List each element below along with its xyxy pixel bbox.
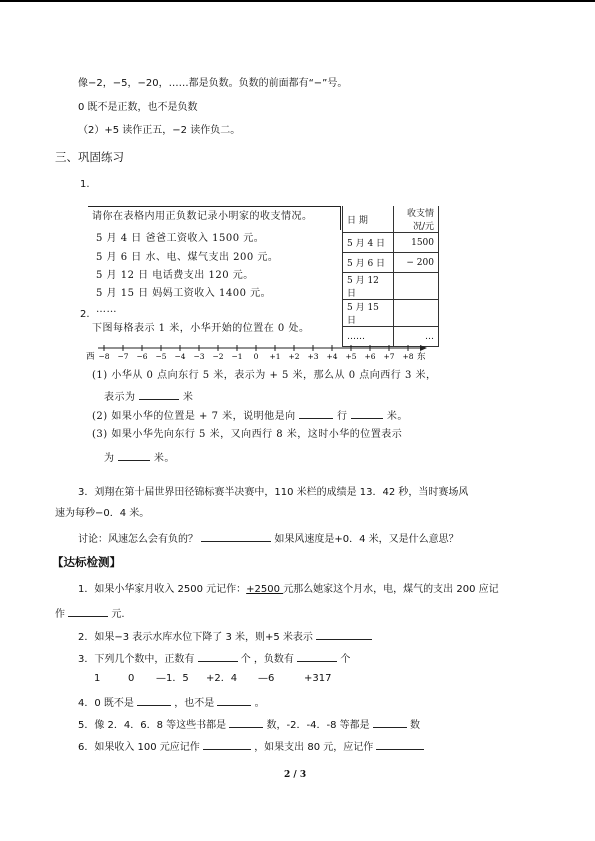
assessment-q1-line2-pre: 作 <box>55 609 65 620</box>
number-line-tick-label: −4 <box>174 352 186 361</box>
q1-item-2: 5 月 6 日 水、电、煤气支出 200 元。 <box>96 252 279 263</box>
q2-part1-line1: (1) 小华从 0 点向东行 5 米，表示为 + 5 米，那么从 0 点向西行 3 米， <box>92 370 437 381</box>
assessment-q1-line1 <box>78 583 499 597</box>
table-header-row <box>343 206 439 233</box>
number-line-tick-label: +5 <box>345 352 357 361</box>
assessment-q5 <box>78 716 420 733</box>
q1-item-1: 5 月 4 日 爸爸工资收入 1500 元。 <box>96 233 265 244</box>
assessment-q1-line2-post: 元. <box>111 609 125 620</box>
assessment-q6-mid: ，如果支出 80 元，应记作 <box>254 742 374 753</box>
assessment-title: 【达标检测】 <box>52 555 121 569</box>
table-row <box>343 253 439 273</box>
q2-part3-line2 <box>104 449 175 466</box>
assessment-q1-line2 <box>55 605 125 622</box>
q2-part3-blank[interactable] <box>118 449 150 461</box>
number-item: —6 <box>258 673 275 684</box>
table-row <box>343 273 439 300</box>
assessment-q2 <box>78 628 372 645</box>
number-item: 1 <box>94 673 101 684</box>
intro-line-1: 像−2，−5，−20，……都是负数。负数的前面都有“−”号。 <box>78 78 348 89</box>
assessment-q3-negative-blank[interactable] <box>297 650 337 662</box>
table-cell-amount: − 200 <box>394 253 439 273</box>
income-expense-table <box>342 206 439 347</box>
assessment-q4-blank-2[interactable] <box>217 694 251 706</box>
table-row <box>343 233 439 253</box>
assessment-q3-text: 3．下列几个数中，正数有 <box>78 654 195 665</box>
number-line-tick-label: −2 <box>212 352 224 361</box>
assessment-q2-text: 2．如果−3 表示水库水位下降了 3 米，则+5 米表示 <box>78 632 313 643</box>
assessment-q1-text-cont: 元那么她家这个月水，电，煤气的支出 200 应记 <box>283 584 499 595</box>
assessment-q5-blank-1[interactable] <box>229 716 263 728</box>
number-item: +2．4 <box>206 673 238 684</box>
number-line-tick-label: +2 <box>288 352 300 361</box>
q2-part2-text: (2) 如果小华的位置是 + 7 米，说明他是向 <box>92 411 296 422</box>
assessment-q6-blank-1[interactable] <box>203 738 251 750</box>
table-cell-date: …… <box>343 327 394 347</box>
assessment-q1-text: 1．如果小华家月收入 2500 元记作： <box>78 584 247 595</box>
table-header-date: 日 期 <box>343 206 394 233</box>
assessment-q4-mid: ，也不是 <box>174 698 215 709</box>
assessment-q6-blank-2[interactable] <box>376 738 424 750</box>
assessment-q6 <box>78 738 424 755</box>
number-line-arrow <box>420 345 427 351</box>
assessment-q1-underlined: +2500 <box>246 584 284 595</box>
assessment-q4-text: 4．0 既不是 <box>78 698 134 709</box>
q2-part2 <box>92 407 408 424</box>
assessment-q3-positive-blank[interactable] <box>198 650 238 662</box>
number-line-tick-label: +3 <box>307 352 319 361</box>
q2-part1-line2 <box>104 388 193 405</box>
assessment-q6-text: 6．如果收入 100 元应记作 <box>78 742 200 753</box>
table-cell-date: 5 月 6 日 <box>343 253 394 273</box>
q2-part1-unit: 米 <box>182 392 194 403</box>
q1-item-3: 5 月 12 日 电话费支出 120 元。 <box>96 270 254 281</box>
assessment-q4 <box>78 694 265 711</box>
section-title-practice: 三、巩固练习 <box>55 150 124 164</box>
number-line-tick-label: +6 <box>364 352 376 361</box>
number-line-tick-label: +4 <box>326 352 338 361</box>
q2-part3-label: 为 <box>104 453 115 464</box>
q1-item-5: …… <box>96 304 117 315</box>
table-cell-amount <box>394 300 439 327</box>
number-line-tick-label: 0 <box>253 352 259 361</box>
q2-prompt: 下图每格表示 1 米，小华开始的位置在 0 处。 <box>92 323 310 334</box>
assessment-q5-post: 数 <box>410 720 421 731</box>
assessment-q3-mid: 个 ，负数有 <box>240 654 294 665</box>
q1-number: 1. <box>80 179 90 190</box>
intro-line-2: 0 既不是正数，也不是负数 <box>78 102 198 113</box>
q1-box-top-rule <box>88 206 340 207</box>
q1-box-side-rule <box>340 206 341 230</box>
table-header-amount: 收支情况/元 <box>394 206 439 233</box>
table-cell-amount: … <box>394 327 439 347</box>
assessment-q3 <box>78 650 350 667</box>
assessment-q5-mid: 数，-2．-4．-8 等都是 <box>266 720 370 731</box>
q1-item-4: 5 月 15 日 妈妈工资收入 1400 元。 <box>96 288 272 299</box>
table-cell-date: 5 月 4 日 <box>343 233 394 253</box>
q3-discussion <box>78 530 459 547</box>
number-line-west-label: 西 <box>86 352 95 362</box>
number-line-tick-label: −5 <box>155 352 167 361</box>
assessment-q4-blank-1[interactable] <box>137 694 171 706</box>
page-number: 2 / 3 <box>284 770 307 780</box>
number-line-tick-label: −6 <box>136 352 148 361</box>
table-cell-amount: 1500 <box>394 233 439 253</box>
q2-part1-blank[interactable] <box>139 388 179 400</box>
q2-part2-end: 米。 <box>386 411 408 422</box>
number-line-tick-label: −8 <box>98 352 110 361</box>
q3-discussion-question: 讨论：风速怎么会有负的？ <box>78 534 198 545</box>
table-cell-date: 5 月 15 日 <box>343 300 394 327</box>
intro-line-3: （2）+5 读作正五，−2 读作负二。 <box>78 125 241 136</box>
q2-part3-unit: 米。 <box>153 453 175 464</box>
number-line-tick-label: −7 <box>117 352 129 361</box>
q3-discussion-followup: 如果风速度是+0．4 米，又是什么意思？ <box>274 534 459 545</box>
q2-part3-line1: (3) 如果小华先向东行 5 米，又向西行 8 米，这时小华的位置表示 <box>92 429 403 440</box>
number-item: 0 <box>128 673 135 684</box>
number-item: —1．5 <box>156 673 189 684</box>
q3-line-1: 3．刘翔在第十届世界田径锦标赛半决赛中，110 米栏的成绩是 13．42 秒，当时赛场风 <box>78 487 469 498</box>
assessment-q2-blank[interactable] <box>316 628 372 640</box>
q2-number: 2. <box>80 309 90 320</box>
number-line-tick-label: +1 <box>269 352 281 361</box>
table-cell-amount <box>394 273 439 300</box>
number-line-east-label: 东 <box>417 352 426 362</box>
q3-discussion-blank[interactable] <box>201 530 271 542</box>
number-line-ticks <box>98 345 413 361</box>
assessment-q3-post: 个 <box>340 654 351 665</box>
table-cell-date: 5 月 12 日 <box>343 273 394 300</box>
q2-part2-distance-blank[interactable] <box>351 407 383 419</box>
q3-line-2: 速为每秒−0．4 米。 <box>55 508 150 519</box>
number-line-tick-label: −1 <box>231 352 243 361</box>
assessment-q4-post: 。 <box>254 698 265 709</box>
top-border-line <box>0 0 595 2</box>
number-line <box>82 338 430 362</box>
number-line-tick-label: −3 <box>193 352 205 361</box>
number-line-tick-label: +8 <box>402 352 414 361</box>
q2-part2-direction-blank[interactable] <box>299 407 333 419</box>
q2-part1-label: 表示为 <box>104 392 136 403</box>
assessment-q5-text: 5．像 2．4．6．8 等这些书都是 <box>78 720 227 731</box>
number-item: +317 <box>304 673 332 684</box>
table-row <box>343 300 439 327</box>
assessment-q5-blank-2[interactable] <box>373 716 407 728</box>
number-line-tick-label: +7 <box>383 352 395 361</box>
assessment-q1-blank[interactable] <box>68 605 108 617</box>
q1-prompt: 请你在表格内用正负数记录小明家的收支情况。 <box>92 211 313 222</box>
q2-part2-mid: 行 <box>337 411 348 422</box>
